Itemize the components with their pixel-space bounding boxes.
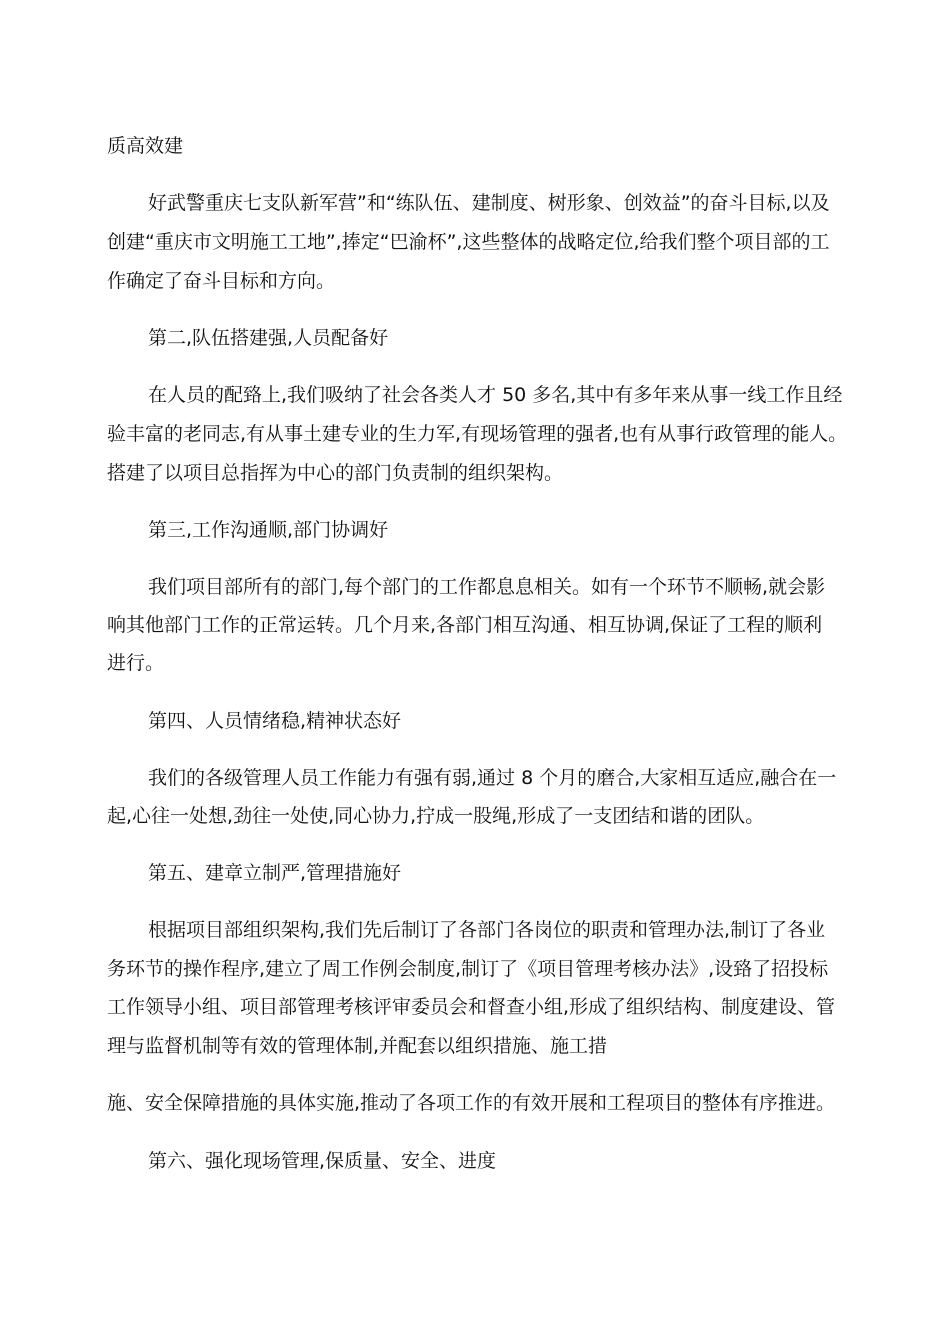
paragraph-line: 工作领导小组、项目部管理考核评审委员会和督查小组,形成了组织结构、制度建设、管 (107, 996, 836, 1018)
paragraph-line: 响其他部门工作的正常运转。几个月来,各部门相互沟通、相互协调,保证了工程的顺利 (107, 614, 823, 636)
paragraph-line: 在人员的配臵上,我们吸纳了社会各类人才 50 多名,其中有多年来从事一线工作且经 (148, 384, 843, 406)
section-heading-3: 第三,工作沟通顺,部门协调好 (148, 519, 389, 541)
paragraph-line: 好武警重庆七支队新军营”和“练队伍、建制度、树形象、创效益”的奋斗目标,以及 (148, 192, 830, 214)
paragraph-line: 起,心往一处想,劲往一处使,同心协力,拧成一股绳,形成了一支团结和谐的团队。 (107, 805, 765, 827)
paragraph-line: 验丰富的老同志,有从事土建专业的生力军,有现场管理的强者,也有从事行政管理的能人。 (107, 423, 848, 445)
section-heading-5: 第五、建章立制严,管理措施好 (148, 862, 402, 884)
paragraph-line: 我们的各级管理人员工作能力有强有弱,通过 8 个月的磨合,大家相互适应,融合在一 (148, 767, 837, 789)
paragraph-line: 施、安全保障措施的具体实施,推动了各项工作的有效开展和工程项目的整体有序推进。 (107, 1092, 836, 1114)
paragraph-line: 根据项目部组织架构,我们先后制订了各部门各岗位的职责和管理办法,制订了各业 (148, 919, 826, 941)
section-heading-6: 第六、强化现场管理,保质量、安全、进度 (148, 1150, 497, 1172)
paragraph-line: 创建“重庆市文明施工工地”,捧定“巴渝杯”,这些整体的战略定位,给我们整个项目部的工 (107, 231, 830, 253)
paragraph-line: 我们项目部所有的部门,每个部门的工作都息息相关。如有一个环节不顺畅,就会影 (148, 576, 826, 598)
paragraph-line: 理与监督机制等有效的管理体制,并配套以组织措施、施工措 (107, 1035, 608, 1057)
text-line-fragment: 质高效建 (107, 135, 184, 157)
section-heading-4: 第四、人员情绪稳,精神状态好 (148, 710, 402, 732)
paragraph-line: 作确定了奋斗目标和方向。 (107, 270, 336, 292)
paragraph-line: 进行。 (107, 652, 165, 674)
paragraph-line: 务环节的操作程序,建立了周工作例会制度,制订了《项目管理考核办法》,设臵了招投标 (107, 958, 829, 980)
section-heading-2: 第二,队伍搭建强,人员配备好 (148, 327, 389, 349)
paragraph-line: 搭建了以项目总指挥为中心的部门负责制的组织架构。 (107, 462, 564, 484)
